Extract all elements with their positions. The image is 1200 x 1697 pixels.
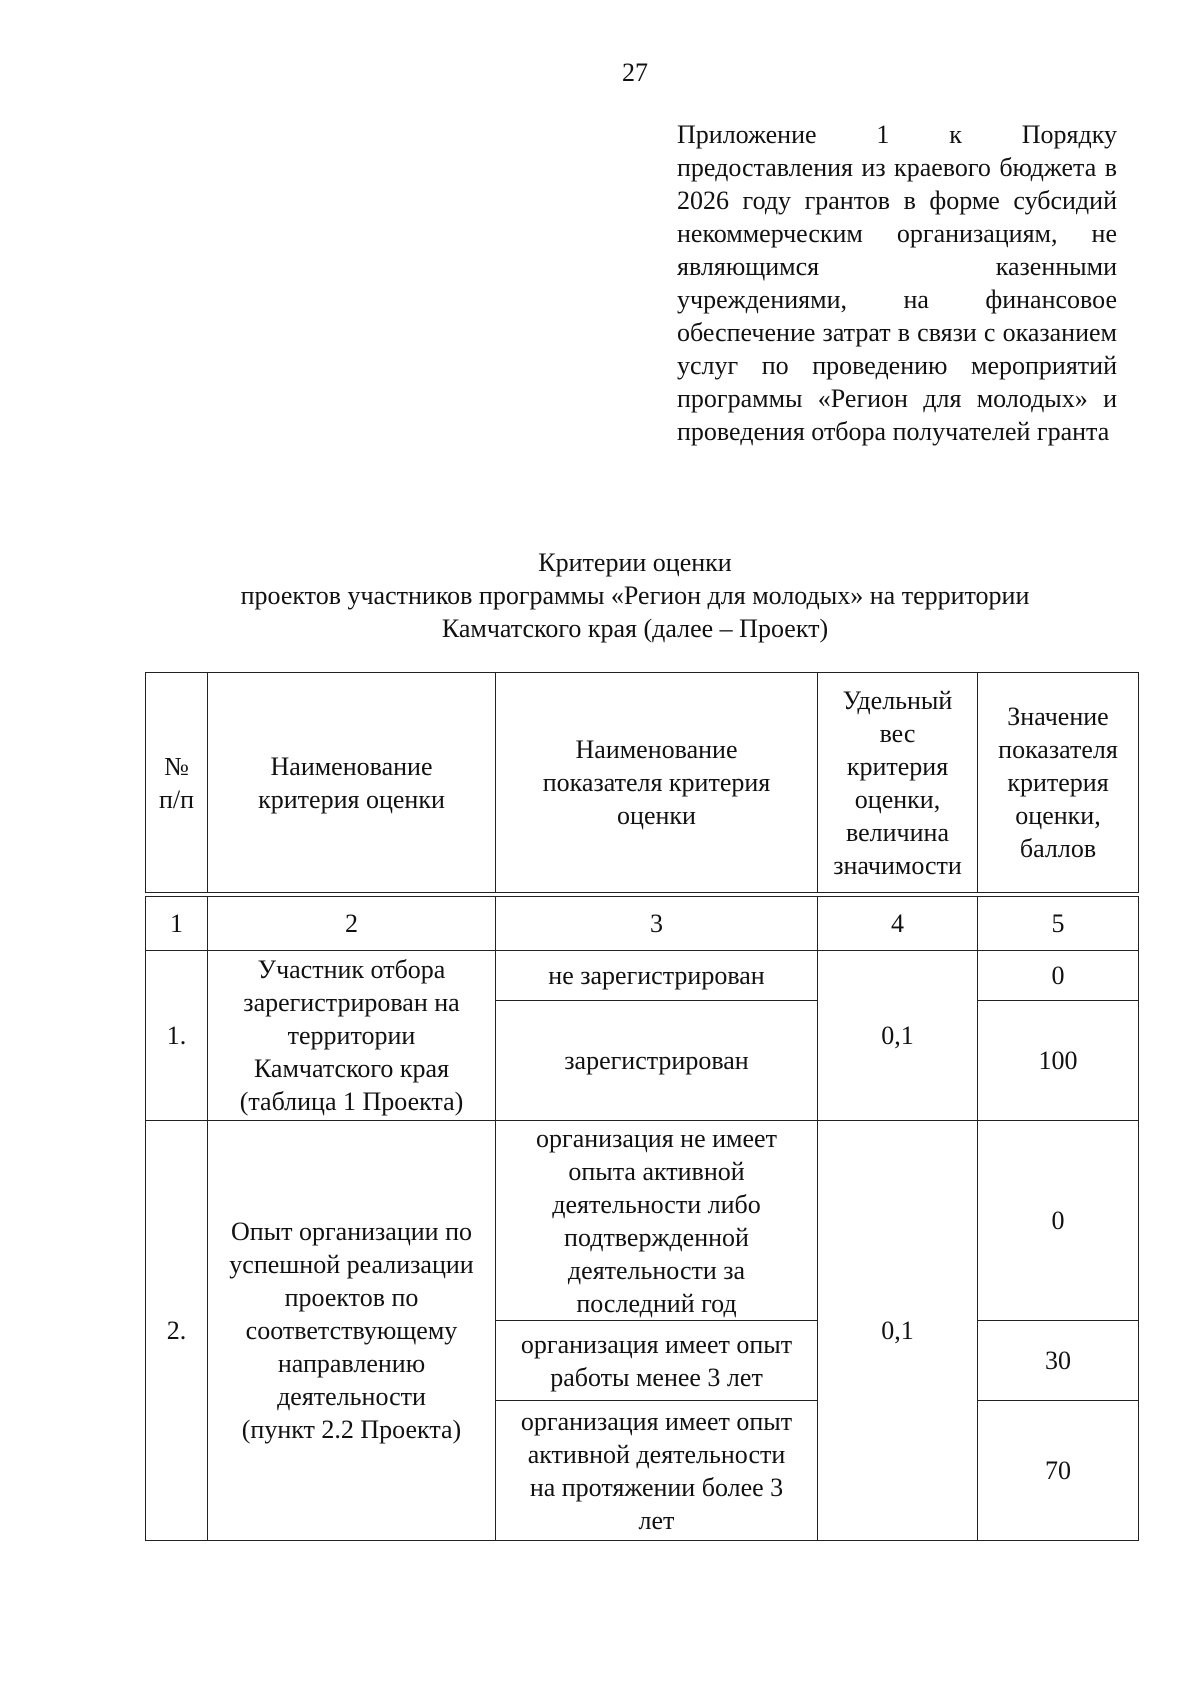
header-criterion: Наименование критерия оценки xyxy=(208,673,496,893)
indicator-name: не зарегистрирован xyxy=(496,951,818,1001)
appendix-note: Приложение 1 к Порядку предоставления из краевого бюджета в 2026 году грантов в форме субсидий некоммерческим организациям, не являющимся казенными учреждениями, на финансовое обеспечение затрат в связи с оказанием услуг по проведению мероприятий программы «Регион для молодых» и проведения отбора получателей гранта xyxy=(677,120,1117,446)
column-number-row xyxy=(146,897,1139,951)
indicator-name: организация не имеет опыта активной деятельности либо подтвержденной деятельности за последний год xyxy=(496,1121,818,1321)
criterion-weight: 0,1 xyxy=(818,951,978,1121)
column-number: 5 xyxy=(978,897,1139,951)
criterion-weight: 0,1 xyxy=(818,1121,978,1541)
column-number: 1 xyxy=(146,897,208,951)
table-title-line-2: проектов участников программы «Регион для молодых» на территории xyxy=(240,581,1030,610)
indicator-name: организация имеет опыт работы менее 3 лет xyxy=(496,1321,818,1401)
table-row xyxy=(146,1121,1139,1321)
indicator-score: 30 xyxy=(978,1321,1139,1401)
header-weight: Удельный вес критерия оценки, величина значимости xyxy=(818,673,978,893)
criterion-name: Участник отбора зарегистрирован на территории Камчатского края (таблица 1 Проекта) xyxy=(208,951,496,1121)
table-title-line-1: Критерии оценки xyxy=(538,548,732,577)
column-number: 3 xyxy=(496,897,818,951)
header-num: № п/п xyxy=(146,673,208,893)
table-row xyxy=(146,951,1139,1001)
column-number: 2 xyxy=(208,897,496,951)
indicator-score: 100 xyxy=(978,1001,1139,1121)
criterion-name: Опыт организации по успешной реализации проектов по соответствующему направлению деятельности (пункт 2.2 Проекта) xyxy=(208,1121,496,1541)
header-indicator: Наименование показателя критерия оценки xyxy=(496,673,818,893)
header-score: Значение показателя критерия оценки, баллов xyxy=(978,673,1139,893)
table-title xyxy=(140,546,1130,645)
row-number: 1. xyxy=(146,951,208,1121)
column-number: 4 xyxy=(818,897,978,951)
indicator-score: 0 xyxy=(978,951,1139,1001)
row-number: 2. xyxy=(146,1121,208,1541)
indicator-score: 0 xyxy=(978,1121,1139,1321)
table-title-line-3: Камчатского края (далее – Проект) xyxy=(441,614,829,643)
indicator-name: организация имеет опыт активной деятельности на протяжении более 3 лет xyxy=(496,1401,818,1541)
indicator-score: 70 xyxy=(978,1401,1139,1541)
criteria-table xyxy=(145,672,1139,1541)
indicator-name: зарегистрирован xyxy=(496,1001,818,1121)
page-number: 27 xyxy=(622,58,648,87)
header-row xyxy=(146,673,1139,893)
